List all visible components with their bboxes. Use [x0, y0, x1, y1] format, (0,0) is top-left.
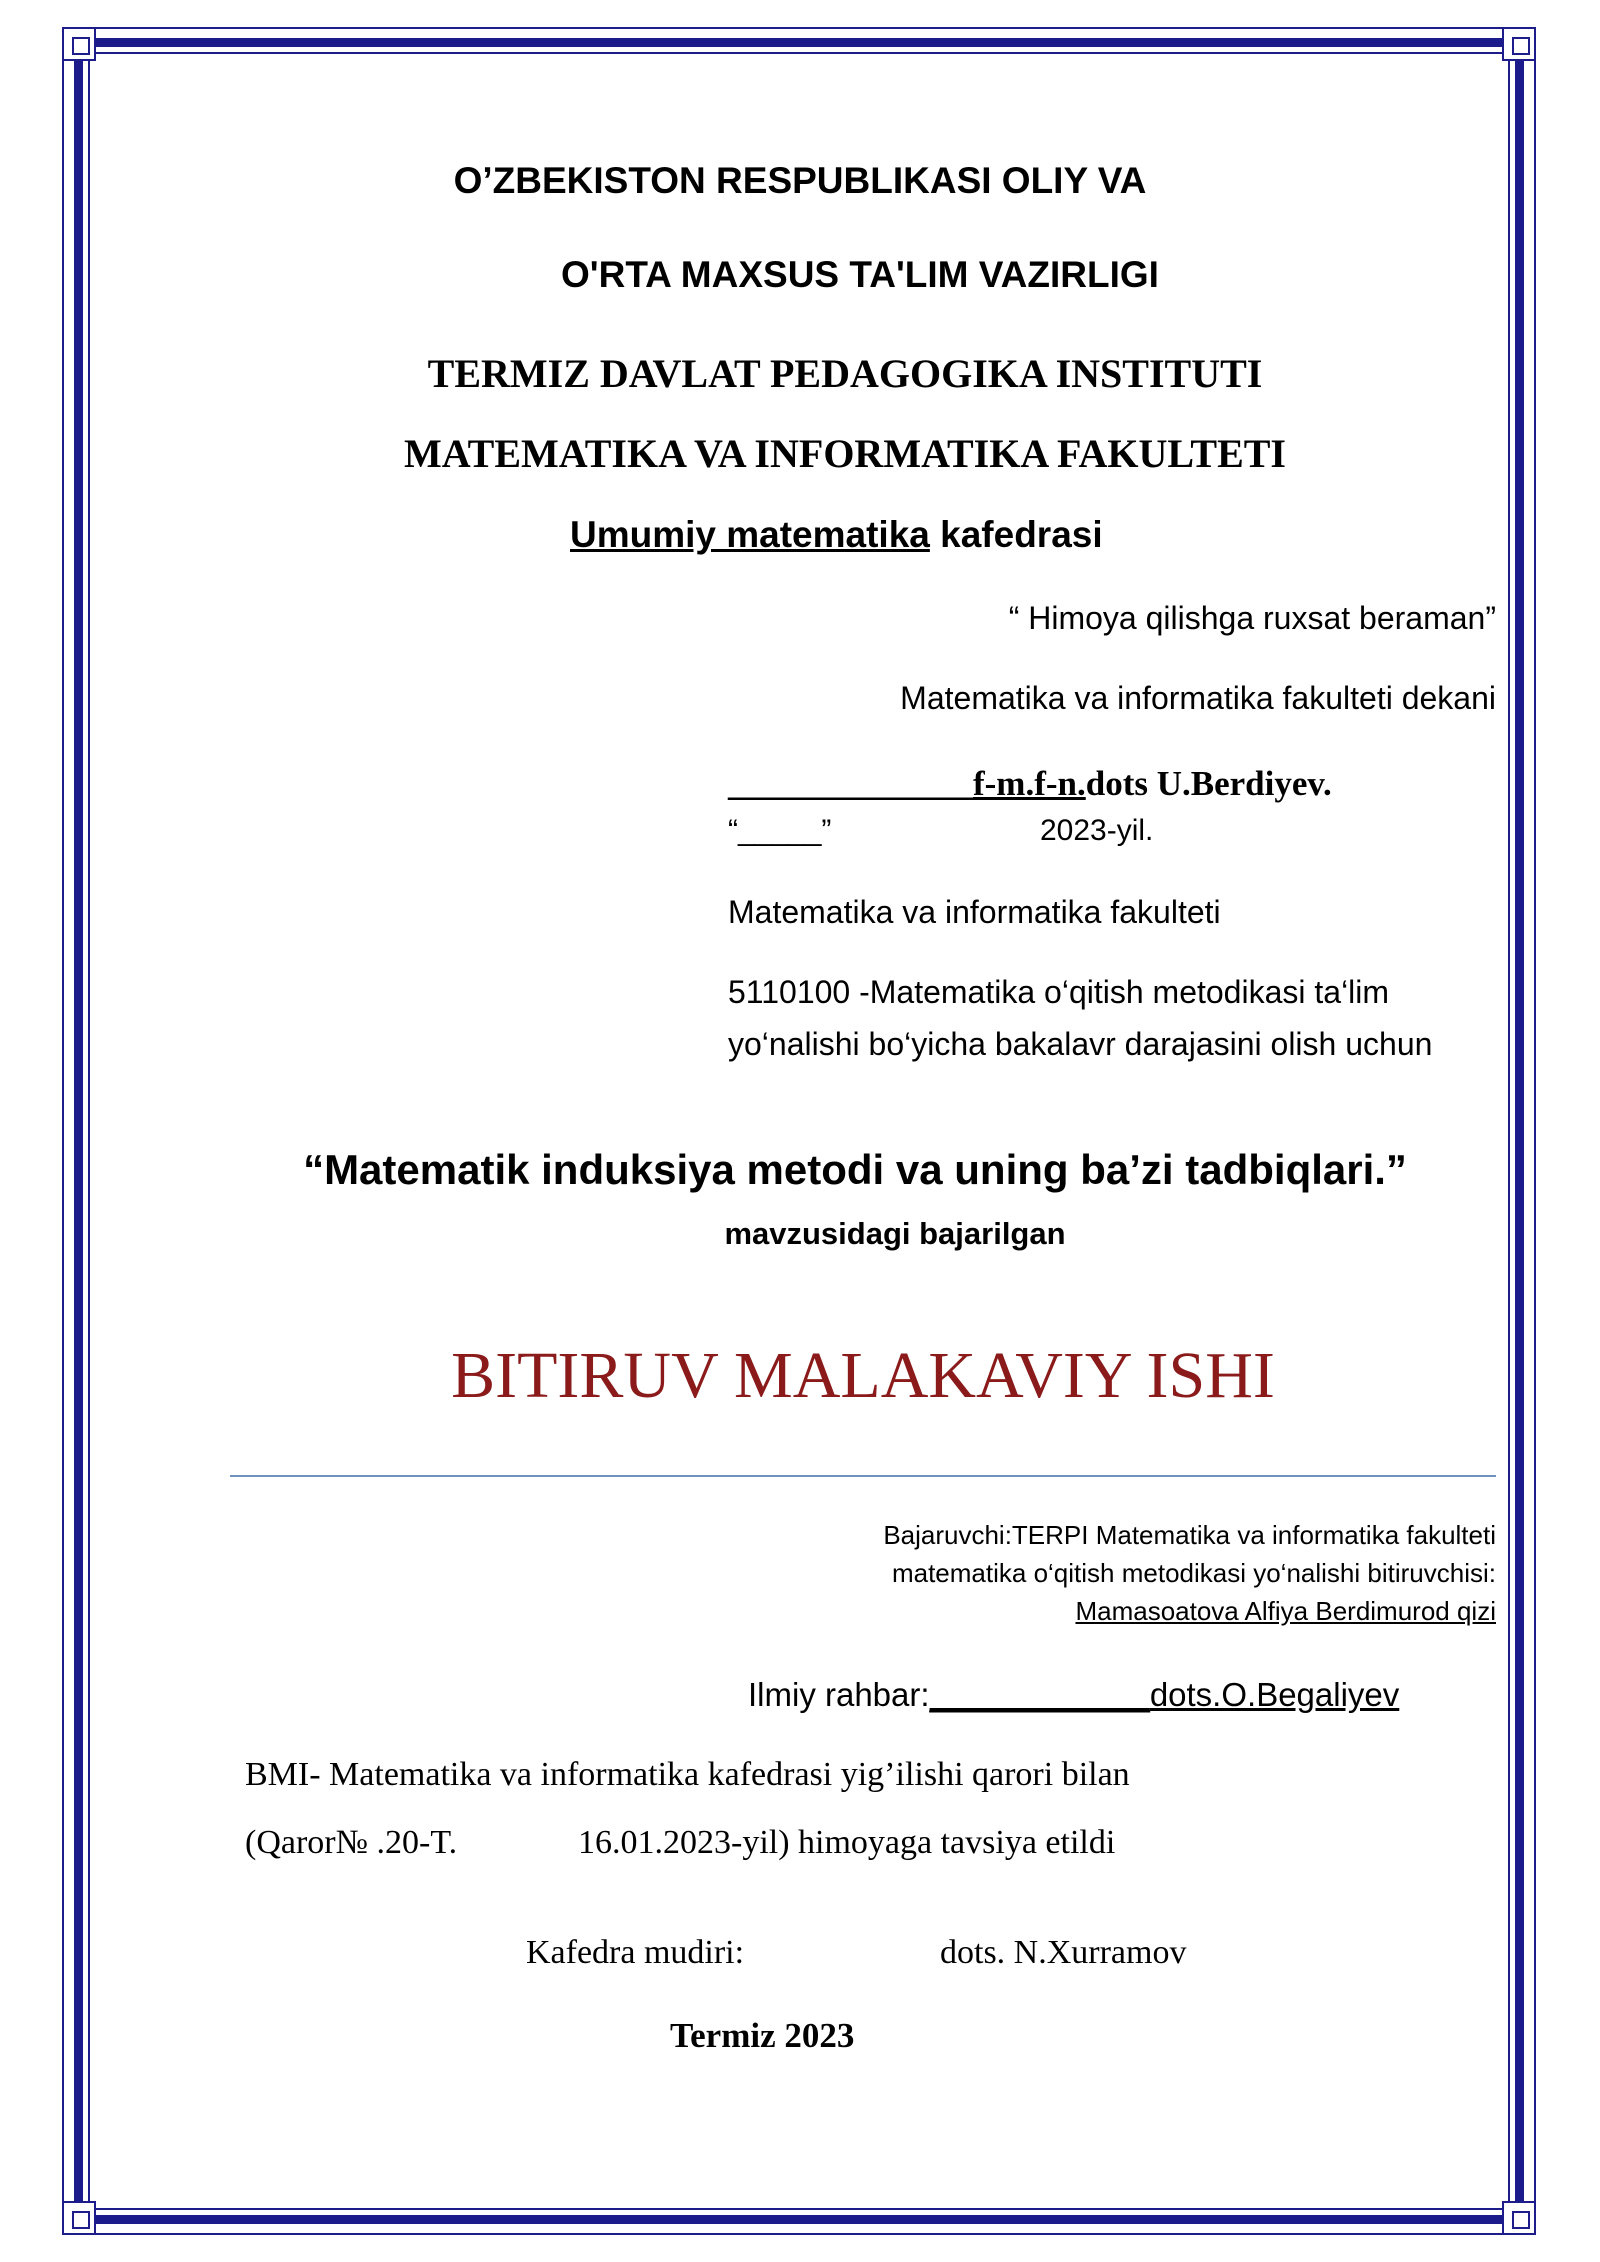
ministry-line-1: O’ZBEKISTON RESPUBLIKASI OLIY VA	[453, 160, 1147, 201]
author-name: Mamasoatova Alfiya Berdimurod qizi	[1075, 1596, 1496, 1626]
recommendation-line-1: BMI- Matematika va informatika kafedrasi yig’ilishi qarori bilan	[245, 1756, 1130, 1793]
purpose-line-2: yo‘nalishi bo‘yicha bakalavr darajasini olish uchun	[728, 1026, 1433, 1062]
recommendation-decision-date: 16.01.2023-yil) himoyaga tavsiya etildi	[578, 1824, 1116, 1861]
department-name	[570, 514, 1103, 556]
head-name: dots. N.Xurramov	[940, 1934, 1187, 1971]
ministry-line-2: O'RTA MAXSUS TA'LIM VAZIRLIGI	[561, 254, 1159, 295]
author-line-1: Bajaruvchi:TERPI Matematika va informatika fakulteti	[883, 1520, 1496, 1550]
head-label: Kafedra mudiri:	[526, 1934, 745, 1971]
corner-ornament-bottom-left	[62, 2201, 96, 2235]
recommendation-decision-number: (Qaror№ .20-T.	[245, 1824, 458, 1861]
approval-year: 2023-yil.	[1040, 814, 1154, 847]
purpose-faculty: Matematika va informatika fakulteti	[728, 894, 1221, 930]
work-type-title: BITIRUV MALAKAVIY ISHI	[451, 1339, 1275, 1412]
corner-ornament-top-right	[1502, 27, 1536, 61]
author-line-2: matematika o‘qitish metodikasi yo‘nalishi bitiruvchisi:	[891, 1558, 1496, 1588]
divider	[230, 1475, 1496, 1477]
institute-name: TERMIZ DAVLAT PEDAGOGIKA INSTITUTI	[427, 351, 1263, 396]
supervisor-label: Ilmiy rahbar:	[748, 1676, 930, 1713]
dean-title: Matematika va informatika fakulteti dekani	[900, 680, 1496, 716]
department-name-suffix: kafedrasi	[929, 514, 1103, 555]
corner-ornament-top-left	[62, 27, 96, 61]
dean-degree: f-m.f-n.	[973, 764, 1086, 803]
thesis-topic-subtitle: mavzusidagi bajarilgan	[724, 1216, 1066, 1251]
dean-name: dots U.Berdiyev.	[1085, 764, 1332, 803]
purpose-line-1: 5110100 -Matematika o‘qitish metodikasi ta‘lim	[728, 974, 1390, 1010]
corner-ornament-bottom-right	[1502, 2201, 1536, 2235]
supervisor-name-text: dots.O.Begaliyev	[1149, 1676, 1400, 1713]
supervisor-line	[748, 1676, 1399, 1714]
department-name-underlined: Umumiy matematika	[570, 514, 930, 555]
supervisor-blank: ____________	[929, 1676, 1150, 1713]
signature-blank: ______________	[728, 764, 973, 803]
place-year: Termiz 2023	[670, 2016, 855, 2055]
dean-signature-line	[728, 764, 1332, 804]
supervisor-name	[930, 1676, 1400, 1713]
approval-quote: “ Himoya qilishga ruxsat beraman”	[1008, 600, 1496, 636]
approval-date-blank: “_____”	[728, 814, 832, 847]
faculty-name: MATEMATIKA VA INFORMATIKA FAKULTETI	[404, 431, 1286, 476]
thesis-topic: “Matematik induksiya metodi va uning ba’zi tadbiqlari.”	[303, 1146, 1407, 1193]
